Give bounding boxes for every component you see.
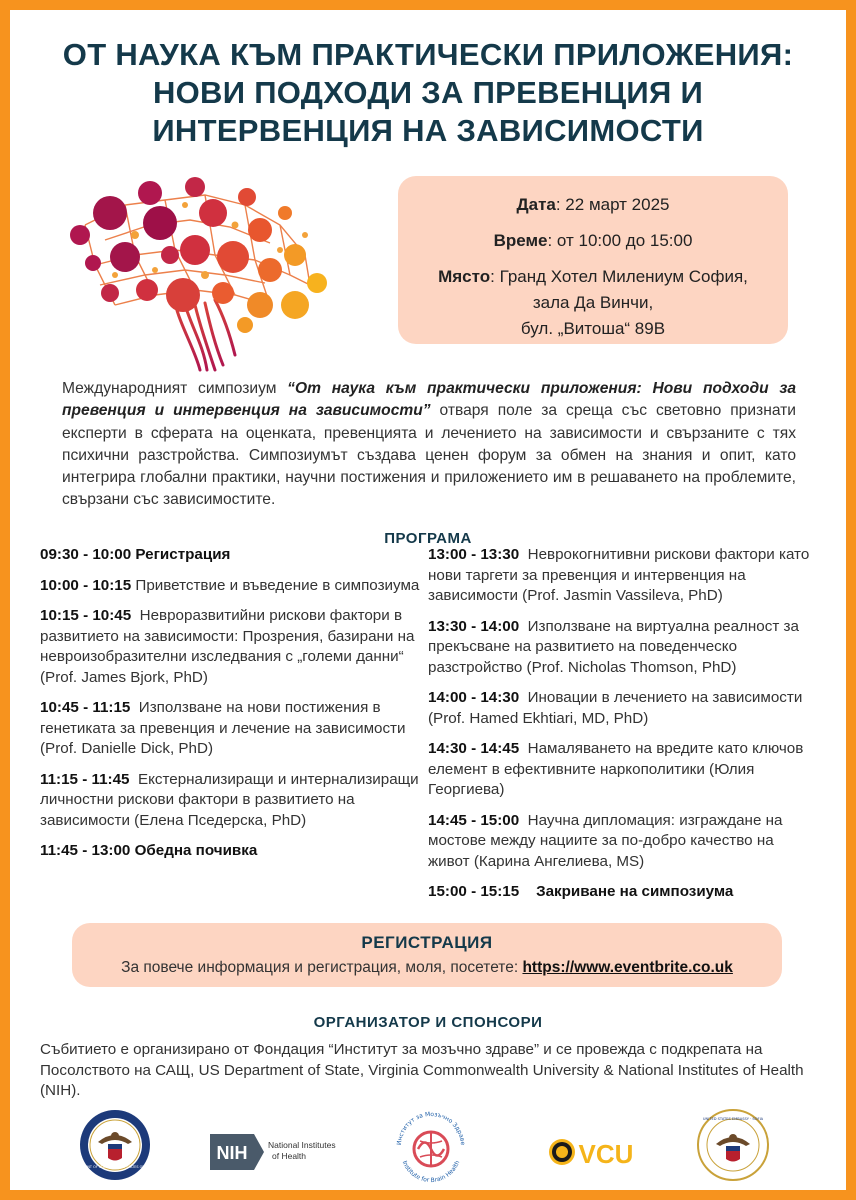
program-item [428, 545, 818, 607]
program-item-text: Екстернализиращи и интернализиращи личностни рискови фактори в развитието на зависимости (Елена Пседерска, PhD) [40, 770, 423, 829]
program-item [428, 882, 818, 903]
date-label: Дата [516, 195, 556, 214]
nih-logo [210, 1130, 340, 1174]
registration-text [72, 959, 782, 977]
program-item-time: 14:00 - 14:30 [428, 689, 520, 706]
time-row [398, 228, 788, 254]
organizers-text: Събитието е организирано от Фондация “Институт за мозъчно здраве” и се провежда с подкрепата на Посолството на САЩ, US Department of State, Virginia Commonwealth University & National Institutes of Health (NIH). [40, 1041, 804, 1099]
page-title [40, 36, 816, 150]
svg-text:National Institutes: National Institutes [268, 1140, 336, 1150]
state-seal-text: DEPARTMENT OF STATE · UNITED STATES OF AMERICA [69, 1165, 161, 1169]
sponsor-logos [10, 1108, 846, 1188]
organizers-title: ОРГАНИЗАТОР И СПОНСОРИ [313, 1014, 543, 1031]
program-item-time: 14:45 - 15:00 [428, 811, 520, 829]
title-line-1: ОТ НАУКА КЪМ ПРАКТИЧЕСКИ ПРИЛОЖЕНИЯ: [62, 37, 794, 72]
registration-title: РЕГИСТРАЦИЯ [361, 933, 493, 952]
program-item-text: 09:30 - 10:00 Регистрация [40, 546, 231, 563]
program-item [428, 739, 818, 801]
registration-prompt: За повече информация и регистрация, моля, посетете: [121, 959, 523, 976]
place-label: Място [438, 267, 491, 286]
registration-link[interactable]: https://www.eventbrite.co.uk [522, 959, 733, 976]
intro-paragraph [62, 378, 796, 512]
program-item [40, 698, 420, 760]
date-row [398, 192, 788, 218]
program-item-time: 11:15 - 11:45 [40, 770, 130, 788]
institute-brain-health-logo [388, 1108, 474, 1188]
svg-text:Институт за Мозъчно Здраве: Институт за Мозъчно Здраве [395, 1110, 467, 1146]
program-item [40, 606, 420, 688]
svg-text:NIH: NIH [216, 1143, 248, 1163]
intro-emphasis: “От наука към практически приложения: Нови подходи за превенция и интервенция на зависимости” [62, 380, 796, 420]
program-item [428, 617, 818, 679]
program-item-text: Използване на виртуална реалност за прекъсване на развитието на поведенческо разстройство (Prof. Nicholas Thomson, PhD) [428, 617, 804, 676]
svg-text:VCU: VCU [578, 1139, 634, 1169]
event-details-box [398, 176, 788, 344]
intro-lead: Международният симпозиум [62, 380, 288, 397]
program-item-text: 15:00 - 15:15 Закриване на симпозиума [428, 883, 734, 900]
embassy-seal-text: UNITED STATES EMBASSY · SOFIA [702, 1117, 764, 1121]
us-embassy-seal-logo [696, 1108, 770, 1182]
program-item-text: Научна дипломация: изграждане на мостове между нациите за по-добро качество на живот (Карина Ангелиева, MS) [428, 811, 787, 870]
program-item [428, 688, 818, 729]
registration-box [72, 923, 782, 987]
title-line-3: ИНТЕРВЕНЦИЯ НА ЗАВИСИМОСТИ [152, 113, 704, 148]
program-item-text: 11:45 - 13:00 Обедна почивка [40, 842, 258, 859]
program-item [40, 576, 420, 597]
program-item-time: 10:45 - 11:15 [40, 699, 131, 716]
time-label: Време [493, 231, 548, 250]
program-item-text: Приветствие и въведение в симпозиума [131, 576, 420, 594]
intro-rest: отваря поле за среща със световно признати експерти в сферата на оценката, превенцията и лечението на зависимости и свързаните с тях психични разстройства. Симпозиумът създава ценен форум за обмен на знания и опит, като интегрира глобални практики, научни постижения и приложението им в решаването на проблемите, свързани със зависимостите. [62, 402, 796, 509]
svg-text:Institute for Brain Health: Institute for Brain Health [400, 1159, 462, 1185]
program-item [40, 545, 420, 566]
program-column-left [40, 545, 423, 872]
program-column-right [428, 545, 818, 913]
program-item-time: 14:30 - 14:45 [428, 740, 520, 757]
program-item-text: Иновации в лечението на зависимости (Prof. Hamed Ekhtiari, MD, PhD) [428, 689, 807, 727]
program-title: ПРОГРАМА [384, 530, 472, 547]
title-line-2: НОВИ ПОДХОДИ ЗА ПРЕВЕНЦИЯ И [152, 75, 704, 110]
place-line-3: бул. „Витоша“ 89В [520, 319, 666, 338]
program-item-time: 10:15 - 10:45 [40, 607, 132, 624]
program-item-text: Използване на нови постижения в генетиката за превенция и лечение на зависимости (Prof. Danielle Dick, PhD) [40, 699, 410, 757]
program-item [428, 811, 818, 873]
svg-text:of Health: of Health [272, 1151, 307, 1161]
date-value: : 22 март 2025 [555, 195, 670, 214]
program-item [40, 841, 420, 862]
brain-illustration [55, 165, 345, 380]
program-item-time: 13:00 - 13:30 [428, 546, 520, 563]
program-item-text: Неврокогнитивни рискови фактори като нови таргети за превенция и интервенция на зависимости (Prof. Jasmin Vassileva, PhD) [428, 546, 814, 604]
program-item-text: Невроразвитийни рискови фактори в развитието на зависимости: Прозрения, базирани на невроизобразителни изследвания с „големи данни“ (Prof. James Bjork, PhD) [40, 607, 419, 686]
program-item-text: Намаляването на вредите като ключов елемент в ефективните наркополитики (Юлия Георгиева) [428, 740, 808, 798]
flyer-page [10, 10, 846, 1190]
place-row [398, 264, 788, 290]
place-line-2: зала Да Винчи, [532, 293, 654, 312]
state-department-seal-logo [69, 1108, 161, 1182]
vcu-logo [546, 1134, 636, 1170]
program-item [40, 770, 423, 832]
program-item-time: 10:00 - 10:15 [40, 576, 132, 594]
time-value: : от 10:00 до 15:00 [547, 231, 693, 250]
place-value: : Гранд Хотел Милениум София, [490, 267, 748, 286]
program-item-time: 13:30 - 14:00 [428, 617, 520, 635]
